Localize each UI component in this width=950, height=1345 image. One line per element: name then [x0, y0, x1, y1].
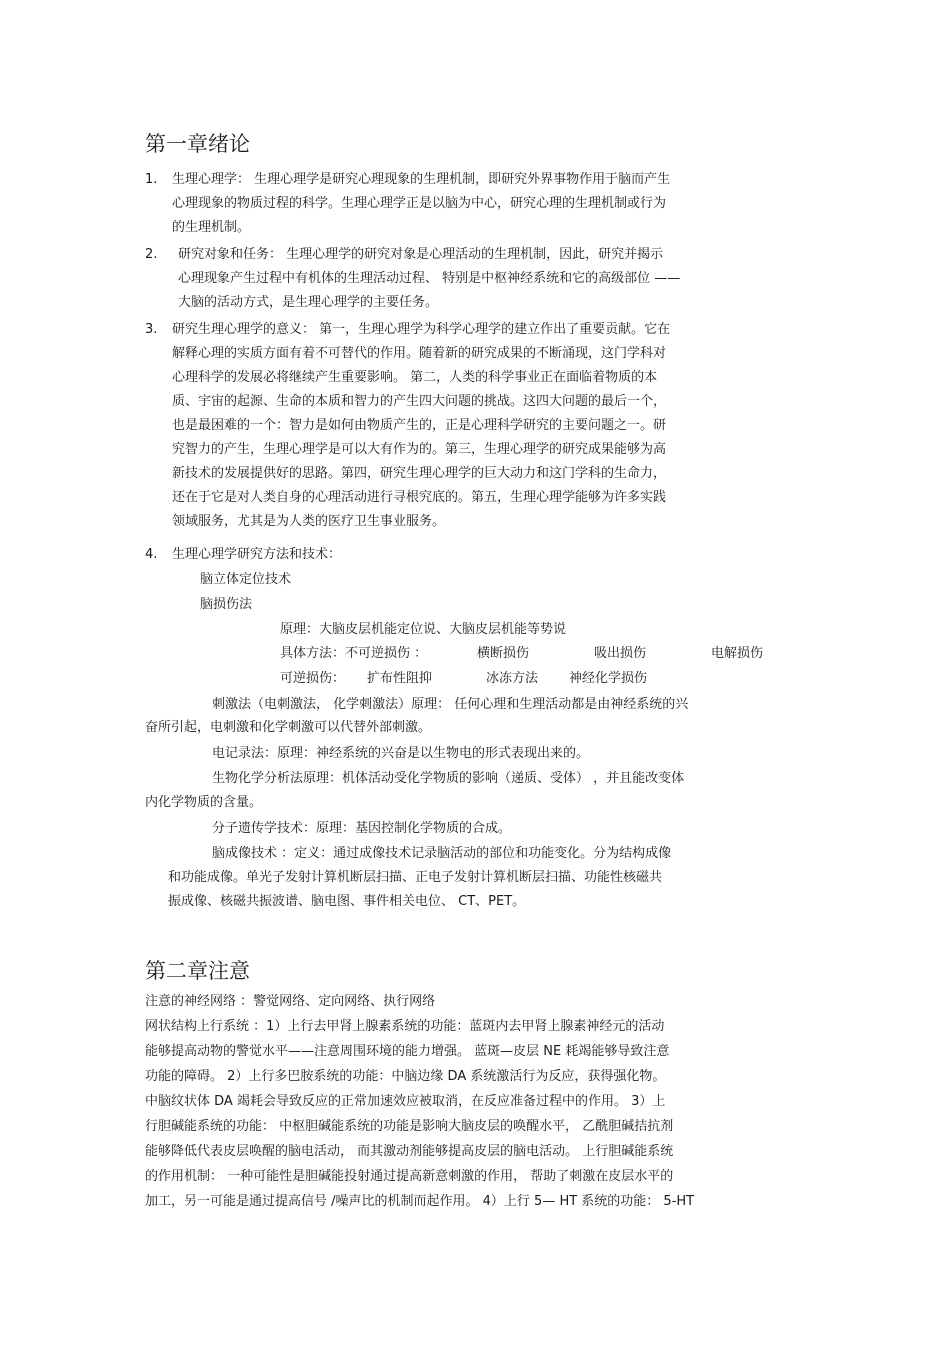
lesion-reversible-item: 冰冻方法 — [486, 671, 539, 686]
text-line: 质、宇宙的起源、生命的本质和智力的产生四大问题的挑战。这四大问题的最后一个， — [172, 394, 667, 409]
stimulation-method-cont: 奋所引起，电刺激和化学刺激可以代替外部刺激。 — [145, 720, 432, 735]
text-line: 的作用机制： 一种可能性是胆碱能投射通过提高新意刺激的作用， 帮助了刺激在皮层水平的 — [145, 1169, 674, 1184]
text-line: 也是最困难的一个：智力是如何由物质产生的，正是心理科学研究的主要问题之一。研 — [172, 418, 667, 433]
text-line: 领域服务，尤其是为人类的医疗卫生事业服务。 — [172, 514, 446, 529]
text-line: 究智力的产生，生理心理学是可以大有作为的。第三，生理心理学的研究成果能够为高 — [172, 442, 667, 457]
list-number: 3. — [145, 322, 158, 337]
imaging-method-cont: 振成像、核磁共振波谱、脑电图、事件相关电位、 CT、PET。 — [168, 894, 526, 909]
biochem-method-cont: 内化学物质的含量。 — [145, 795, 263, 810]
text-line: 能够降低代表皮层唤醒的脑电活动， 而其激动剂能够提高皮层的脑电活动。 上行胆碱能系统 — [145, 1144, 674, 1159]
list-number: 1. — [145, 172, 158, 187]
text-line: 研究生理心理学的意义： 第一，生理心理学为科学心理学的建立作出了重要贡献。它在 — [172, 322, 671, 337]
list-number: 2. — [145, 247, 158, 262]
text-line: 功能的障碍。 2）上行多巴胺系统的功能：中脑边缘 DA 系统激活行为反应，获得强化物。 — [145, 1069, 666, 1084]
text-line: 新技术的发展提供好的思路。第四，研究生理心理学的巨大动力和这门学科的生命力， — [172, 466, 667, 481]
molecular-method: 分子遗传学技术：原理：基因控制化学物质的合成。 — [212, 821, 512, 836]
text-line: 解释心理的实质方面有着不可替代的作用。随着新的研究成果的不断涌现，这门学科对 — [172, 346, 667, 361]
text-line: 能够提高动物的警觉水平——注意周围环境的能力增强。 蓝斑—皮层 NE 耗竭能够导致注意 — [145, 1044, 670, 1059]
imaging-method: 脑成像技术 ：定义：通过成像技术记录脑活动的部位和功能变化。分为结构成像 — [212, 846, 672, 861]
lesion-reversible-item: 神经化学损伤 — [569, 671, 648, 686]
lesion-reversible-item: 扩布性阻抑 — [367, 671, 433, 686]
biochem-method: 生物化学分析法原理：机体活动受化学物质的影响（递质、受体） ，并且能改变体 — [212, 771, 685, 786]
text-line: 生理心理学研究方法和技术： — [172, 547, 342, 562]
text-line: 网状结构上行系统 ：1）上行去甲肾上腺素系统的功能：蓝斑内去甲肾上腺素神经元的活动 — [145, 1019, 665, 1034]
text-line: 注意的神经网络 ：警觉网络、定向网络、执行网络 — [145, 994, 436, 1009]
text-line: 加工，另一可能是通过提高信号 /噪声比的机制而起作用。 4）上行 5— HT 系统的功能： 5-HT — [145, 1194, 695, 1209]
lesion-specific-label: 具体方法：不可逆损伤 ： — [280, 646, 428, 661]
lesion-reversible-label: 可逆损伤： — [280, 671, 346, 686]
text-line: 心理现象产生过程中有机体的生理活动过程、 特别是中枢神经系统和它的高级部位 —— — [178, 271, 681, 286]
stimulation-method: 刺激法（电刺激法， 化学刺激法）原理： 任何心理和生理活动都是由神经系统的兴 — [212, 697, 689, 712]
chapter-1-title: 第一章绪论 — [145, 132, 250, 156]
method-lesion: 脑损伤法 — [200, 597, 253, 612]
lesion-method-item: 吸出损伤 — [594, 646, 647, 661]
text-line: 生理心理学： 生理心理学是研究心理现象的生理机制，即研究外界事物作用于脑而产生 — [172, 172, 671, 187]
lesion-method-item: 电解损伤 — [711, 646, 764, 661]
text-line: 行胆碱能系统的功能： 中枢胆碱能系统的功能是影响大脑皮层的唤醒水平， 乙酰胆碱拮抗剂 — [145, 1119, 674, 1134]
imaging-method-cont: 和功能成像。单光子发射计算机断层扫描、正电子发射计算机断层扫描、功能性核磁共 — [168, 870, 663, 885]
recording-method: 电记录法：原理：神经系统的兴奋是以生物电的形式表现出来的。 — [212, 746, 590, 761]
text-line: 还在于它是对人类自身的心理活动进行寻根究底的。第五，生理心理学能够为许多实践 — [172, 490, 667, 505]
text-line: 心理现象的物质过程的科学。生理心理学正是以脑为中心，研究心理的生理机制或行为 — [172, 196, 667, 211]
text-line: 大脑的活动方式，是生理心理学的主要任务。 — [178, 295, 439, 310]
lesion-principle: 原理：大脑皮层机能定位说、大脑皮层机能等势说 — [280, 622, 567, 637]
method-stereotaxic: 脑立体定位技术 — [200, 572, 292, 587]
chapter-2-title: 第二章注意 — [145, 959, 250, 983]
text-line: 中脑纹状体 DA 竭耗会导致反应的正常加速效应被取消，在反应准备过程中的作用。 3）上 — [145, 1094, 666, 1109]
list-number: 4. — [145, 547, 158, 562]
text-line: 的生理机制。 — [172, 220, 251, 235]
text-line: 研究对象和任务： 生理心理学的研究对象是心理活动的生理机制，因此，研究并揭示 — [178, 247, 664, 262]
text-line: 心理科学的发展必将继续产生重要影响。 第二，人类的科学事业正在面临着物质的本 — [172, 370, 658, 385]
lesion-method-item: 横断损伤 — [477, 646, 530, 661]
